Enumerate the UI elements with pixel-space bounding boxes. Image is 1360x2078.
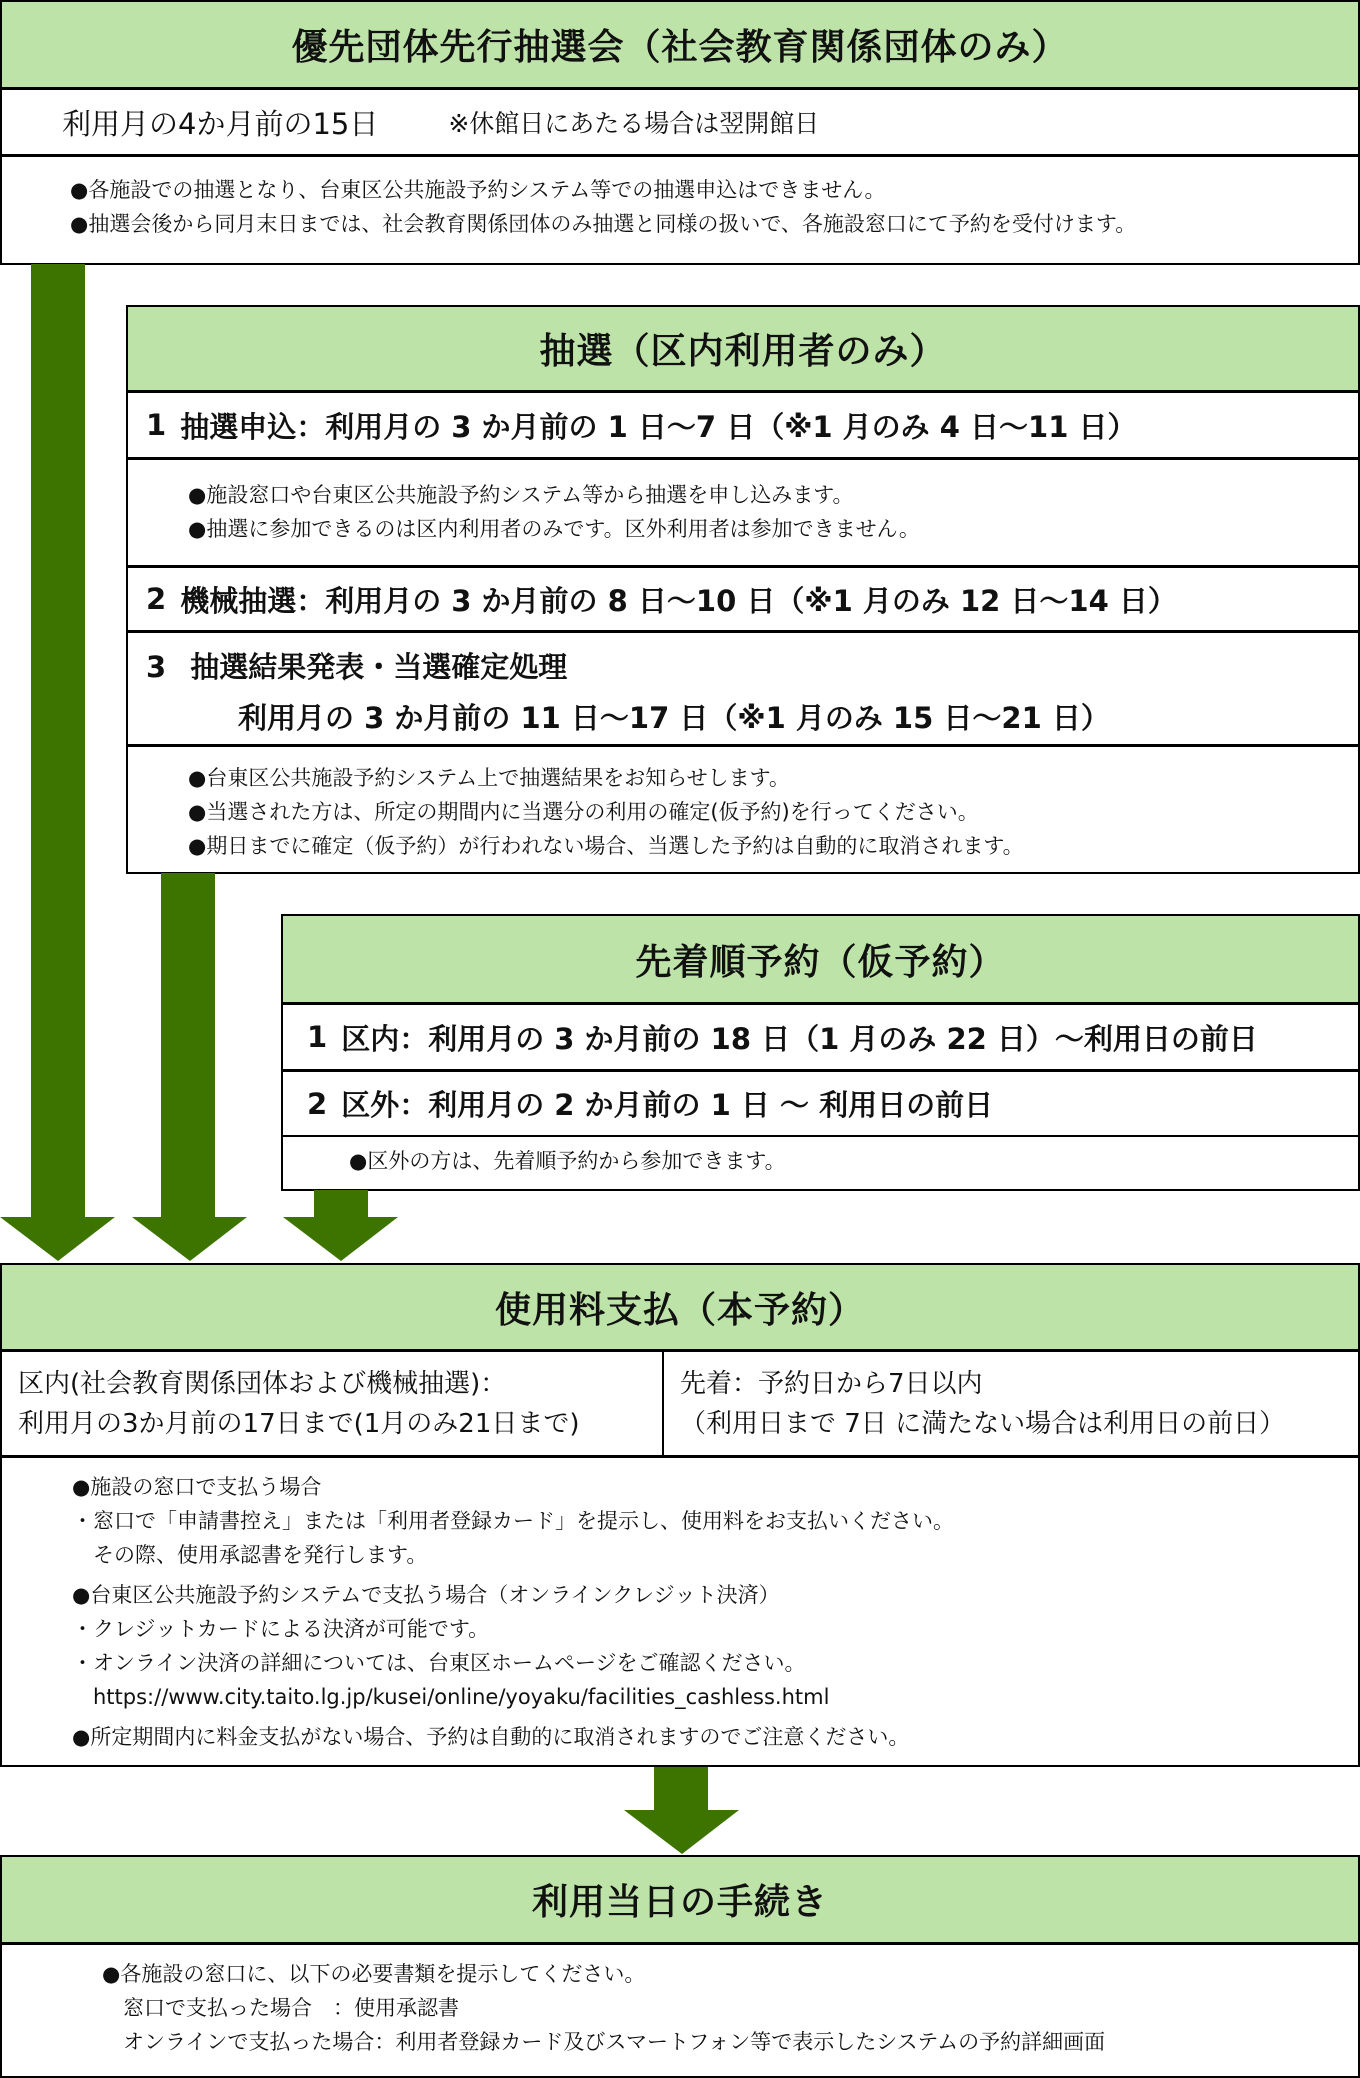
note-line: ●施設窓口や台東区公共施設予約システム等から抽選を申し込みます。: [188, 483, 854, 507]
step-text: 機械抽選：利用月の 3 か月前の 8 日〜10 日（※1 月のみ 12 日〜14 日）: [180, 583, 1177, 618]
first-come-step-2: [283, 1072, 1358, 1137]
fee-payment-box: [0, 1263, 1360, 1767]
step-subtext: 利用月の 3 か月前の 11 日〜17 日（※1 月のみ 15 日〜21 日）: [238, 701, 1110, 735]
first-come-reservation-box: [281, 914, 1360, 1191]
lottery-step-1: [128, 393, 1358, 460]
resident-lottery-box: [126, 305, 1360, 874]
note-line: ●区外の方は、先着順予約から参加できます。: [349, 1149, 786, 1173]
lottery-step-3-notes: [128, 747, 1358, 863]
fee-payment-notes: [2, 1458, 1358, 1754]
note-line: ●台東区公共施設予約システム上で抽選結果をお知らせします。: [188, 766, 790, 790]
note-line: ●期日までに確定（仮予約）が行われない場合、当選した予約は自動的に取消されます。: [188, 834, 1024, 858]
priority-group-lottery-box: [0, 0, 1360, 265]
deadline-line: （利用日まで 7日 に満たない場合は利用日の前日）: [680, 1409, 1286, 1439]
first-come-notes: [283, 1137, 1358, 1178]
step-text: 区内：利用月の 3 か月前の 18 日（1 月のみ 22 日）〜利用日の前日: [341, 1021, 1258, 1056]
note-line: ●所定期間内に料金支払がない場合、予約は自動的に取消されますのでご注意ください。: [72, 1725, 910, 1749]
step-text: 区外：利用月の 2 か月前の 1 日 〜 利用日の前日: [341, 1088, 994, 1122]
step-number: 1: [307, 1020, 328, 1054]
note-line: ・オンライン決済の詳細については、台東区ホームページをご確認ください。: [72, 1651, 806, 1675]
resident-deadline: [2, 1352, 664, 1455]
step-number: 1: [146, 408, 167, 442]
priority-group-lottery-title: 優先団体先行抽選会（社会教育関係団体のみ）: [2, 2, 1358, 90]
step-number: 3: [146, 650, 167, 684]
step-text: 抽選結果発表・当選確定処理: [190, 650, 568, 684]
day-of-use-notes: [2, 1945, 1358, 2059]
day-of-use-box: [0, 1855, 1360, 2078]
arrow-down-icon: [0, 264, 115, 1261]
lottery-step-3: [128, 633, 1358, 747]
note-line: 窓口で支払った場合 ：使用承認書: [102, 1996, 459, 2020]
note-line: ●当選された方は、所定の期間内に当選分の利用の確定(仮予約)を行ってください。: [188, 800, 979, 824]
note-line: ●抽選会後から同月末日までは、社会教育関係団体のみ抽選と同様の扱いで、各施設窓口にて予約を受付けます。: [70, 212, 1137, 236]
note-line: ●各施設での抽選となり、台東区公共施設予約システム等での抽選申込はできません。: [70, 178, 886, 202]
lottery-step-2: [128, 568, 1358, 633]
day-of-use-title: 利用当日の手続き: [2, 1857, 1358, 1945]
first-come-deadline: [664, 1352, 1358, 1455]
lottery-date: 利用月の4か月前の15日: [62, 106, 379, 141]
step-number: 2: [146, 582, 167, 616]
note-line: ●施設の窓口で支払う場合: [72, 1475, 322, 1499]
first-come-reservation-title: 先着順予約（仮予約）: [283, 916, 1358, 1005]
arrow-down-icon: [283, 1190, 398, 1261]
note-line: オンラインで支払った場合：利用者登録カード及びスマートフォン等で表示したシステムの予約詳細画面: [102, 2030, 1106, 2054]
step-text: 抽選申込：利用月の 3 か月前の 1 日〜7 日（※1 月のみ 4 日〜11 日）: [180, 409, 1137, 444]
deadline-line: 利用月の3か月前の17日まで(1月のみ21日まで): [18, 1409, 580, 1439]
lottery-date-note: ※休館日にあたる場合は翌開館日: [448, 109, 820, 138]
cashless-url[interactable]: https://www.city.taito.lg.jp/kusei/online/yoyaku/facilities_cashless.html: [72, 1685, 830, 1709]
note-line: ・クレジットカードによる決済が可能です。: [72, 1617, 490, 1641]
note-line: ●各施設の窓口に、以下の必要書類を提示してください。: [102, 1962, 646, 1986]
deadline-line: 先着：予約日から7日以内: [680, 1369, 983, 1399]
note-line: ●台東区公共施設予約システムで支払う場合（オンラインクレジット決済）: [72, 1583, 780, 1607]
note-line: ●抽選に参加できるのは区内利用者のみです。区外利用者は参加できません。: [188, 517, 920, 541]
priority-group-lottery-date-row: [2, 90, 1358, 157]
arrow-down-icon: [132, 873, 247, 1261]
step-number: 2: [307, 1086, 328, 1121]
priority-group-lottery-notes: [2, 157, 1358, 241]
note-line: その際、使用承認書を発行します。: [72, 1543, 428, 1567]
lottery-step-1-notes: [128, 460, 1358, 568]
resident-lottery-title: 抽選（区内利用者のみ）: [128, 307, 1358, 393]
fee-payment-title: 使用料支払（本予約）: [2, 1265, 1358, 1352]
arrow-down-icon: [624, 1767, 739, 1855]
note-line: ・窓口で「申請書控え」または「利用者登録カード」を提示し、使用料をお支払いください。: [72, 1509, 954, 1533]
first-come-step-1: [283, 1005, 1358, 1072]
deadline-line: 区内(社会教育関係団体および機械抽選)：: [18, 1369, 507, 1399]
fee-payment-deadlines: [2, 1352, 1358, 1458]
